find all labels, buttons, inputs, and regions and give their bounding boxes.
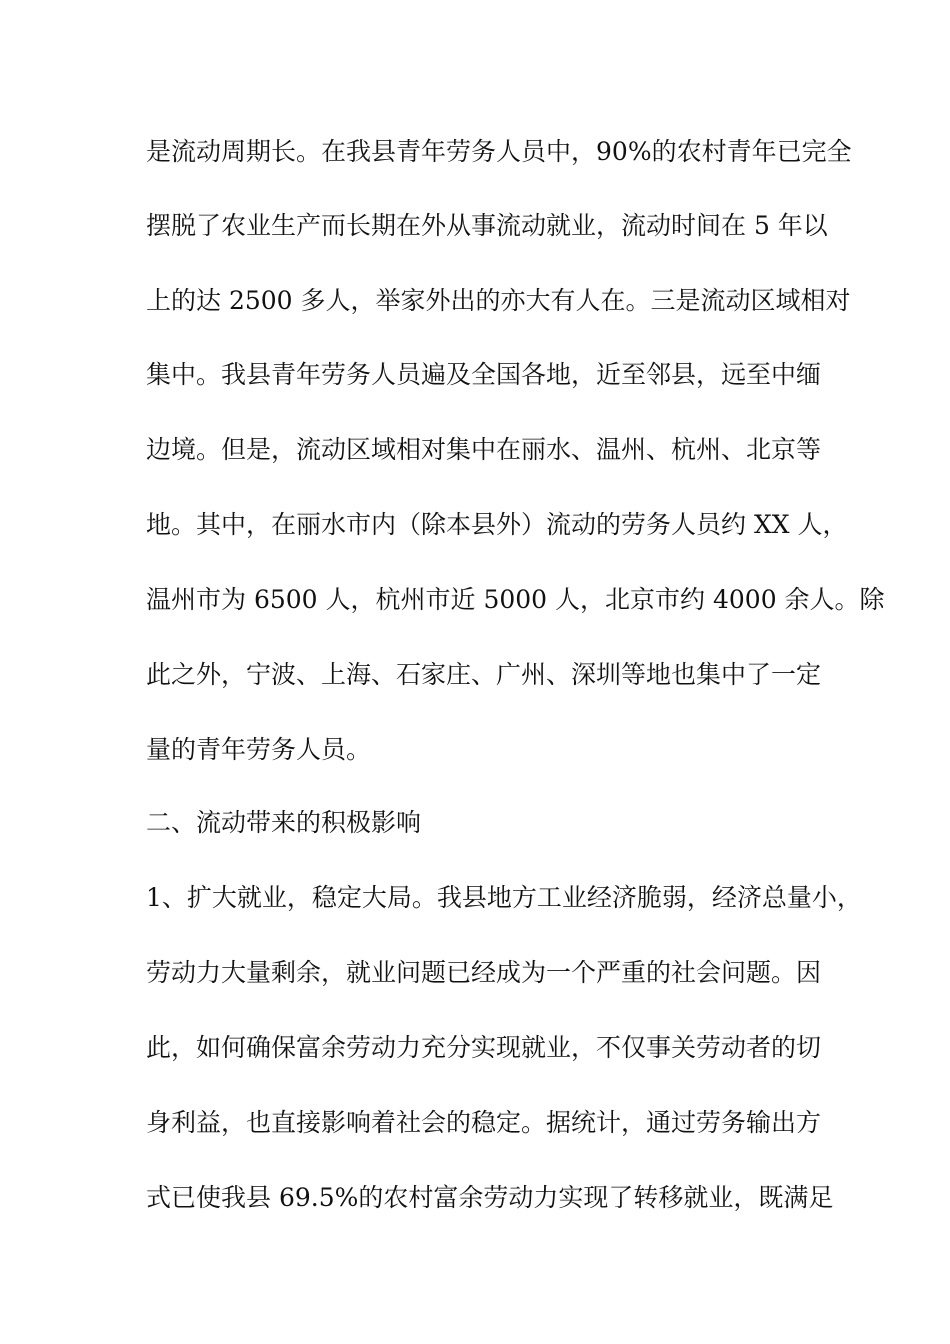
paragraph-line: 此之外，宁波、上海、石家庄、广州、深圳等地也集中了一定 — [146, 660, 822, 689]
paragraph-line: 摆脱了农业生产而长期在外从事流动就业，流动时间在 5 年以 — [146, 211, 828, 240]
paragraph-line: 量的青年劳务人员。 — [146, 735, 372, 764]
paragraph-line: 地。其中，在丽水市内（除本县外）流动的劳务人员约 XX 人， — [146, 510, 848, 539]
paragraph-line: 式已使我县 69.5%的农村富余劳动力实现了转移就业，既满足 — [146, 1183, 834, 1212]
paragraph-line: 是流动周期长。在我县青年劳务人员中，90%的农村青年已完全 — [146, 137, 852, 166]
paragraph-line: 温州市为 6500 人，杭州市近 5000 人，北京市约 4000 余人。除 — [146, 585, 885, 614]
paragraph-line: 1、扩大就业，稳定大局。我县地方工业经济脆弱，经济总量小， — [146, 883, 862, 912]
paragraph-line: 上的达 2500 多人，举家外出的亦大有人在。三是流动区域相对 — [146, 286, 851, 315]
paragraph-line: 集中。我县青年劳务人员遍及全国各地，近至邻县，远至中缅 — [146, 360, 822, 389]
paragraph-line: 边境。但是，流动区域相对集中在丽水、温州、杭州、北京等 — [146, 435, 822, 464]
paragraph-line: 劳动力大量剩余，就业问题已经成为一个严重的社会问题。因 — [146, 958, 822, 987]
section-heading: 二、流动带来的积极影响 — [146, 808, 422, 837]
paragraph-line: 身利益，也直接影响着社会的稳定。据统计，通过劳务输出方 — [146, 1108, 822, 1137]
paragraph-line: 此，如何确保富余劳动力充分实现就业，不仅事关劳动者的切 — [146, 1033, 822, 1062]
